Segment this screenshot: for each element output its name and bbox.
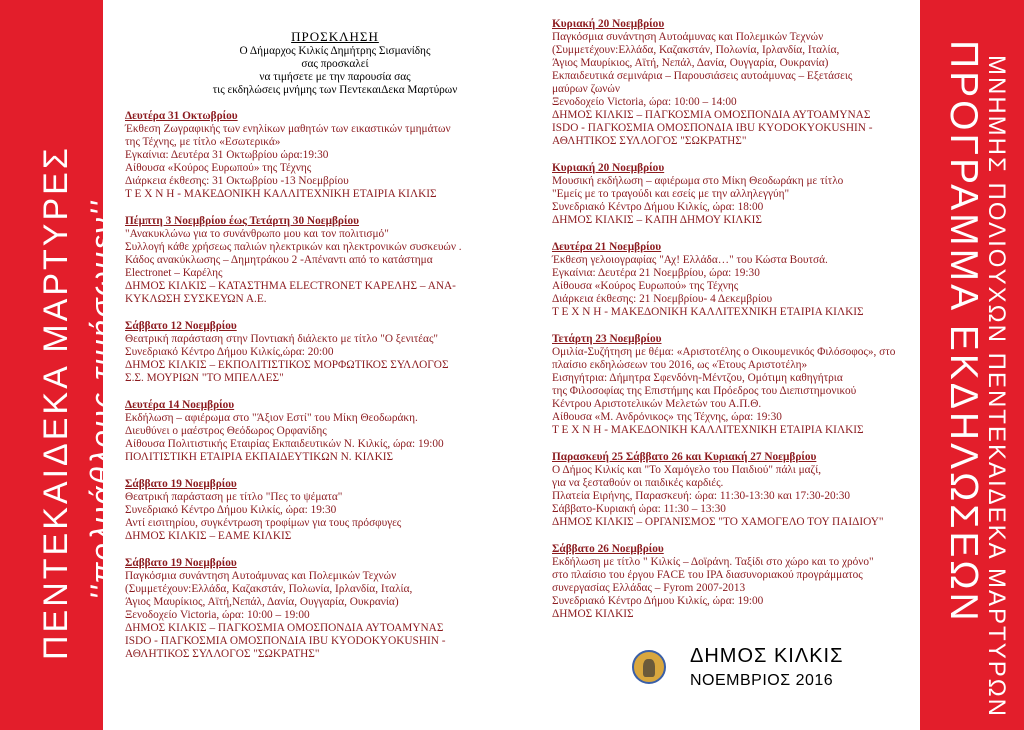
event-line: Θεατρική παράσταση στην Ποντιακή διάλεκτο με τίτλο "Ο ξενιτέας" xyxy=(125,333,439,345)
invitation-line: τις εκδηλώσεις μνήμης των ΠεντεκαιΔεκα Μαρτύρων xyxy=(212,84,458,96)
event-block xyxy=(125,320,510,385)
event-date: Δευτέρα 31 Οκτωβρίου xyxy=(125,110,238,122)
invitation-line: σας προσκαλεί xyxy=(301,58,369,70)
event-line: Ομιλία-Συζήτηση με θέμα: «Αριστοτέλης ο Οικουμενικός Φιλόσοφος», στο xyxy=(552,346,896,358)
event-line: Άγιος Μαυρίκιος, Αϊτή, Νεπάλ, Δανία, Ουγγαρία, Ουκρανία) xyxy=(552,57,829,69)
left-band-title: ΠΕΝΤΕΚΑΙΔΕΚΑ ΜΑΡΤΥΡΕΣ xyxy=(37,145,75,660)
event-line: ΔΗΜΟΣ ΚΙΛΚΙΣ – ΕΚΠΟΛΙΤΙΣΤΙΚΟΣ ΜΟΡΦΩΤΙΚΟΣ ΣΥΛΛΟΓΟΣ xyxy=(125,359,449,371)
event-block xyxy=(552,241,917,319)
event-line: Διάρκεια έκθεσης: 31 Οκτωβρίου -13 Νοεμβρίου xyxy=(125,175,349,187)
event-line: στο πλαίσιο του έργου FACE του IPA διασυνοριακού προγράμματος xyxy=(552,569,863,581)
event-line: ΔΗΜΟΣ ΚΙΛΚΙΣ – ΕΑΜΕ ΚΙΛΚΙΣ xyxy=(125,530,292,542)
event-line: Κέντρου Αριστοτελικών Μελετών του Α.Π.Θ. xyxy=(552,398,762,410)
event-line: Πλατεία Ειρήνης, Παρασκευή: ώρα: 11:30-13:30 και 17:30-20:30 xyxy=(552,490,851,502)
event-date: Κυριακή 20 Νοεμβρίου xyxy=(552,162,665,174)
event-line: Συλλογή κάθε χρήσεως παλιών ηλεκτρικών και ηλεκτρονικών συσκευών . xyxy=(125,241,462,253)
event-line: μαύρων ζωνών xyxy=(552,83,620,95)
event-date: Δευτέρα 21 Νοεμβρίου xyxy=(552,241,662,253)
program-month: ΝΟΕΜΒΡΙΟΣ 2016 xyxy=(690,672,834,689)
event-line: Άγιος Μαυρίκιος, Αϊτή,Νεπάλ, Δανία, Ουγγαρία, Ουκρανία) xyxy=(125,596,399,608)
event-line: ΑΘΛΗΤΙΚΟΣ ΣΥΛΛΟΓΟΣ "ΣΩΚΡΑΤΗΣ" xyxy=(552,135,747,147)
event-line: "Ανακυκλώνω για το συνάνθρωπο μου και τον πολιτισμό" xyxy=(125,228,389,240)
event-block xyxy=(125,215,510,306)
event-line: Αίθουσα «Κούρος Ευρωπού» της Τέχνης xyxy=(125,162,312,174)
event-block xyxy=(552,18,917,148)
event-line: ΔΗΜΟΣ ΚΙΛΚΙΣ – ΚΑΤΑΣΤΗΜΑ ELECTRONET ΚΑΡΕΛΗΣ – ΑΝΑ- xyxy=(125,280,456,292)
event-block xyxy=(125,399,510,464)
event-line: (Συμμετέχουν:Ελλάδα, Καζακστάν, Πολωνία, Ιρλανδία, Ιταλία, xyxy=(552,44,840,56)
event-line: πλαίσιο εκδηλώσεων του 2016, ως «Έτους Αριστοτέλη» xyxy=(552,359,808,371)
event-date: Δευτέρα 14 Νοεμβρίου xyxy=(125,399,235,411)
event-line: Ο Δήμος Κιλκίς και "Το Χαμόγελο του Παιδιού" πάλι μαζί, xyxy=(552,464,822,476)
event-date: Σάββατο 19 Νοεμβρίου xyxy=(125,557,237,569)
events-column-left xyxy=(125,110,510,675)
event-line: της Φιλοσοφίας της Επιστήμης και Πρόεδρος του Διεπιστημονικού xyxy=(552,385,857,397)
event-date: Τετάρτη 23 Νοεμβρίου xyxy=(552,333,662,345)
event-line: ΠΟΛΙΤΙΣΤΙΚΗ ΕΤΑΙΡΙΑ ΕΚΠΑΙΔΕΥΤΙΚΩΝ Ν. ΚΙΛΚΙΣ xyxy=(125,451,394,463)
event-line: Εκπαιδευτικά σεμινάρια – Παρουσιάσεις αυτοάμυνας – Εξετάσεις xyxy=(552,70,853,82)
event-line: Θεατρική παράσταση με τίτλο "Πες το ψέματα" xyxy=(125,491,343,503)
event-line: ISDO - ΠΑΓΚΟΣΜΙΑ ΟΜΟΣΠΟΝΔΙΑ IBU KYODOKYOKUSHIN - xyxy=(125,635,446,647)
municipality-name: ΔΗΜΟΣ ΚΙΛΚΙΣ xyxy=(690,645,844,667)
event-line: Εκδήλωση με τίτλο " Κιλκίς – Δοϊράνη. Ταξίδι στο χώρο και το χρόνο" xyxy=(552,556,874,568)
right-band-subtitle: ΜΝΗΜΗΣ ΠΟΛΙΟΥΧΩΝ ΠΕΝΤΕΚΑΙΔΕΚΑ ΜΑΡΤΥΡΩΝ xyxy=(983,55,1010,718)
right-band-title: ΠΡΟΓΡΑΜΜΑ ΕΚΔΗΛΩΣΕΩΝ xyxy=(942,40,985,624)
event-block xyxy=(552,451,917,529)
event-line: Ξενοδοχείο Victoria, ώρα: 10:00 – 14:00 xyxy=(552,96,737,108)
event-line: Έκθεση γελοιογραφίας "Αχ! Ελλάδα…" του Κώστα Βουτσά. xyxy=(552,254,828,266)
event-line: Τ Ε Χ Ν Η - ΜΑΚΕΔΟΝΙΚΗ ΚΑΛΛΙΤΕΧΝΙΚΗ ΕΤΑΙΡΙΑ ΚΙΛΚΙΣ xyxy=(125,188,437,200)
event-date: Σάββατο 12 Νοεμβρίου xyxy=(125,320,237,332)
event-line: Έκθεση Ζωγραφικής των ενηλίκων μαθητών των εικαστικών τμημάτων xyxy=(125,123,451,135)
event-line: Κάδος ανακύκλωσης – Δημητράκου 2 -Απέναντι από το κατάστημα xyxy=(125,254,433,266)
event-line: ΚΥΚΛΩΣΗ ΣΥΣΚΕΥΩΝ Α.Ε. xyxy=(125,293,267,305)
event-line: ΔΗΜΟΣ ΚΙΛΚΙΣ – ΚΑΠΗ ΔΗΜΟΥ ΚΙΛΚΙΣ xyxy=(552,214,762,226)
event-line: Διάρκεια έκθεσης: 21 Νοεμβρίου- 4 Δεκεμβρίου xyxy=(552,293,773,305)
event-line: Τ Ε Χ Ν Η - ΜΑΚΕΔΟΝΙΚΗ ΚΑΛΛΙΤΕΧΝΙΚΗ ΕΤΑΙΡΙΑ ΚΙΛΚΙΣ xyxy=(552,306,864,318)
event-line: Παγκόσμια συνάντηση Αυτοάμυνας και Πολεμικών Τεχνών xyxy=(125,570,397,582)
event-block xyxy=(552,162,917,227)
event-date: Σάββατο 19 Νοεμβρίου xyxy=(125,478,237,490)
event-line: Αντί εισιτηρίου, συγκέντρωση τροφίμων για τους πρόσφυγες xyxy=(125,517,402,529)
event-line: Αίθουσα Πολιτιστικής Εταιρίας Εκπαιδευτικών Ν. Κιλκίς, ώρα: 19:00 xyxy=(125,438,444,450)
event-line: ΔΗΜΟΣ ΚΙΛΚΙΣ xyxy=(552,608,634,620)
event-date: Σάββατο 26 Νοεμβρίου xyxy=(552,543,664,555)
event-line: Εκδήλωση – αφιέρωμα στο "Άξιον Εστί" του Μίκη Θεοδωράκη. xyxy=(125,412,418,424)
event-line: Συνεδριακό Κέντρο Δήμου Κιλκίς, ώρα: 19:30 xyxy=(125,504,337,516)
event-block xyxy=(125,478,510,543)
event-line: Αίθουσα «Μ. Ανδρόνικος» της Τέχνης, ώρα: 19:30 xyxy=(552,411,782,423)
invitation-title: ΠΡΟΣΚΛΗΣΗ xyxy=(291,29,379,44)
event-line: Εισηγήτρια: Δήμητρα Σφενδόνη-Μέντζου, Ομότιμη καθηγήτρια xyxy=(552,372,843,384)
event-line: Συνεδριακό Κέντρο Δήμου Κιλκίς,ώρα: 20:00 xyxy=(125,346,334,358)
event-line: συνεργασίας Ελλάδας – Fyrom 2007-2013 xyxy=(552,582,746,594)
invitation-line: να τιμήσετε με την παρουσία σας xyxy=(259,71,411,83)
events-column-right xyxy=(552,18,917,635)
event-line: ΔΗΜΟΣ ΚΙΛΚΙΣ – ΠΑΓΚΟΣΜΙΑ ΟΜΟΣΠΟΝΔΙΑ ΑΥΤΟΑΜΥΝΑΣ xyxy=(552,109,871,121)
event-date: Πέμπτη 3 Νοεμβρίου έως Τετάρτη 30 Νοεμβρίου xyxy=(125,215,359,227)
event-line: της Τέχνης, με τίτλο «Εσωτερικά» xyxy=(125,136,281,148)
event-line: Electronet – Καρέλης xyxy=(125,267,223,279)
event-line: Διευθύνει ο μαέστρος Θεόδωρος Ορφανίδης xyxy=(125,425,327,437)
event-line: Τ Ε Χ Ν Η - ΜΑΚΕΔΟΝΙΚΗ ΚΑΛΛΙΤΕΧΝΙΚΗ ΕΤΑΙΡΙΑ ΚΙΛΚΙΣ xyxy=(552,424,864,436)
event-line: (Συμμετέχουν:Ελλάδα, Καζακστάν, Πολωνία, Ιρλανδία, Ιταλία, xyxy=(125,583,413,595)
left-band-subtitle: … ''πολυάθλους τιμήσωμεν'' xyxy=(84,199,120,645)
event-line: Συνεδριακό Κέντρο Δήμου Κιλκίς, ώρα: 18:00 xyxy=(552,201,764,213)
event-line: ΔΗΜΟΣ ΚΙΛΚΙΣ – ΟΡΓΑΝΙΣΜΟΣ "ΤΟ ΧΑΜΟΓΕΛΟ ΤΟΥ ΠΑΙΔΙΟΥ" xyxy=(552,516,884,528)
event-line: ΔΗΜΟΣ ΚΙΛΚΙΣ – ΠΑΓΚΟΣΜΙΑ ΟΜΟΣΠΟΝΔΙΑ ΑΥΤΟΑΜΥΝΑΣ xyxy=(125,622,444,634)
event-line: Ξενοδοχείο Victoria, ώρα: 10:00 – 19:00 xyxy=(125,609,310,621)
event-line: Μουσική εκδήλωση – αφιέρωμα στο Μίκη Θεοδωράκη με τίτλο xyxy=(552,175,844,187)
event-date: Κυριακή 20 Νοεμβρίου xyxy=(552,18,665,30)
event-block xyxy=(125,110,510,201)
event-block xyxy=(125,557,510,661)
event-line: Αίθουσα «Κούρος Ευρωπού» της Τέχνης xyxy=(552,280,739,292)
event-date: Παρασκευή 25 Σάββατο 26 και Κυριακή 27 Νοεμβρίου xyxy=(552,451,817,463)
event-line: Εγκαίνια: Δευτέρα 21 Νοεμβρίου, ώρα: 19:30 xyxy=(552,267,760,279)
event-line: Εγκαίνια: Δευτέρα 31 Οκτωβρίου ώρα:19:30 xyxy=(125,149,329,161)
event-block xyxy=(552,543,917,621)
invitation xyxy=(180,30,490,97)
event-line: ISDO - ΠΑΓΚΟΣΜΙΑ ΟΜΟΣΠΟΝΔΙΑ IBU KYODOKYOKUSHIN - xyxy=(552,122,873,134)
municipality-logo-icon xyxy=(632,650,666,684)
event-line: Παγκόσμια συνάντηση Αυτοάμυνας και Πολεμικών Τεχνών xyxy=(552,31,824,43)
event-block xyxy=(552,333,917,437)
invitation-line: Ο Δήμαρχος Κιλκίς Δημήτρης Σισμανίδης xyxy=(239,45,431,57)
event-line: για να ξεσταθούν οι παιδικές καρδιές. xyxy=(552,477,724,489)
event-line: ΑΘΛΗΤΙΚΟΣ ΣΥΛΛΟΓΟΣ "ΣΩΚΡΑΤΗΣ" xyxy=(125,648,320,660)
event-line: Σ.Σ. ΜΟΥΡΙΩΝ "ΤΟ ΜΠΕΛΛΕΣ" xyxy=(125,372,284,384)
event-line: Σάββατο-Κυριακή ώρα: 11:30 – 13:30 xyxy=(552,503,726,515)
event-line: Συνεδριακό Κέντρο Δήμου Κιλκίς, ώρα: 19:00 xyxy=(552,595,764,607)
event-line: "Εμείς με το τραγούδι και εσείς με την αλληλεγγύη" xyxy=(552,188,790,200)
